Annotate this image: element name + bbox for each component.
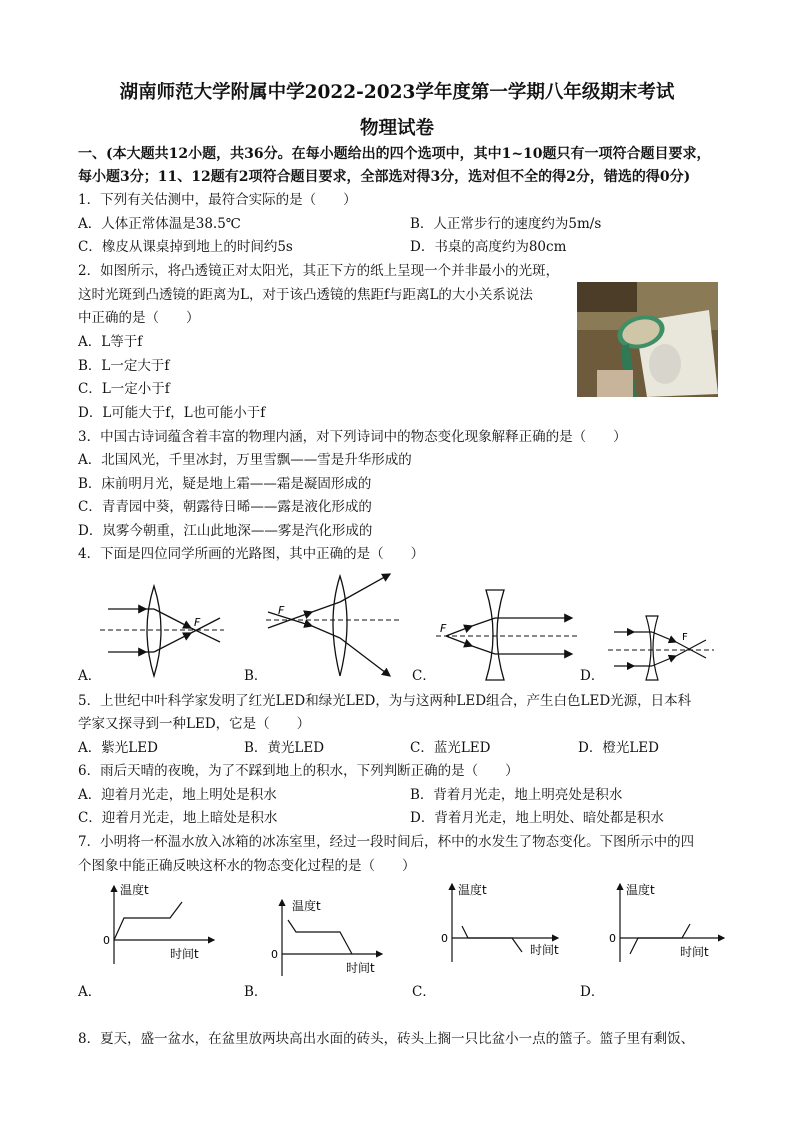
temp-graph-c (436, 880, 566, 964)
svg-text:F: F (278, 604, 285, 617)
q6-option-c: C．迎着月光走，地上暗处是积水 (78, 810, 278, 826)
q3-option-d: D．岚雾今朝重，江山此地深——雾是汽化形成的 (78, 523, 373, 539)
q2-stem-line3: 中正确的是（ ） (78, 310, 200, 326)
q3-option-c: C．青青园中葵，朝露待日晞——露是液化形成的 (78, 499, 372, 515)
svg-text:温度t: 温度t (120, 883, 149, 897)
q3-option-a: A．北国风光，千里冰封，万里雪飘——雪是升华形成的 (78, 452, 412, 468)
q4-option-a: A． (78, 668, 102, 684)
q5-option-b: B．黄光LED (244, 740, 325, 756)
q7-stem-line1: 7．小明将一杯温水放入冰箱的冰冻室里，经过一段时间后，杯中的水发生了物态变化。下图所示中的四 (78, 834, 695, 850)
temp-graph-a (98, 880, 218, 972)
q1-stem: 1．下列有关估测中，最符合实际的是（ ） (78, 192, 357, 208)
section-instructions-line1: 一、(本大题共12小题，共36分。在每小题给出的四个选项中，其中1~10题只有一项符合题目要求， (78, 146, 711, 162)
q6-stem: 6．雨后天晴的夜晚，为了不踩到地上的积水，下列判断正确的是（ ） (78, 763, 519, 779)
q2-stem-line2: 这时光斑到凸透镜的距离为L，对于该凸透镜的焦距f与距离L的大小关系说法 (78, 287, 533, 303)
svg-text:F: F (440, 622, 447, 635)
q2-option-b: B．L一定大于f (78, 358, 170, 374)
q3-option-b: B．床前明月光，疑是地上霜——霜是凝固形成的 (78, 476, 372, 492)
q1-option-a: A．人体正常体温是38.5℃ (78, 216, 241, 232)
q2-option-d: D．L可能大于f，L也可能小于f (78, 405, 266, 421)
q6-option-a: A．迎着月光走，地上明处是积水 (78, 787, 277, 803)
temp-graph-d (604, 880, 728, 964)
q2-option-a: A．L等于f (78, 334, 143, 350)
svg-text:0: 0 (103, 934, 110, 947)
q7-option-d: D． (580, 984, 605, 1000)
q4-stem: 4．下面是四位同学所画的光路图，其中正确的是（ ） (78, 546, 425, 562)
svg-text:时间t: 时间t (170, 947, 199, 961)
q7-option-c: C． (412, 984, 436, 1000)
section-instructions-line2: 每小题3分；11、12题有2项符合题目要求，全部选对得3分，选对但不全的得2分，错选的得0分) (78, 169, 691, 185)
svg-text:温度t: 温度t (458, 883, 487, 897)
q5-option-d: D．橙光LED (578, 740, 659, 756)
q5-option-c: C．蓝光LED (410, 740, 491, 756)
q5-stem-line1: 5．上世纪中叶科学家发明了红光LED和绿光LED，为与这两种LED组合，产生白色LED光源，日本科 (78, 693, 692, 709)
q1-option-b: B．人正常步行的速度约为5m/s (410, 216, 602, 232)
ray-diagram-d (606, 612, 716, 684)
q2-stem-line1: 2．如图所示，将凸透镜正对太阳光，其正下方的纸上呈现一个并非最小的光斑， (78, 263, 560, 279)
page-title: 湖南师范大学附属中学2022-2023学年度第一学期八年级期末考试 (119, 82, 675, 103)
q8-stem: 8．夏天，盛一盆水，在盆里放两块高出水面的砖头，砖头上搁一只比盆小一点的篮子。篮子里有剩饭、 (78, 1031, 695, 1047)
svg-text:时间t: 时间t (530, 943, 559, 957)
q7-stem-line2: 个图象中能正确反映这杯水的物态变化过程的是（ ） (78, 858, 416, 874)
q5-option-a: A．紫光LED (78, 740, 158, 756)
page-subtitle: 物理试卷 (359, 118, 434, 139)
q2-option-c: C．L一定小于f (78, 381, 170, 397)
q4-option-c: C． (412, 668, 436, 684)
q7-option-a: A． (78, 984, 102, 1000)
ray-diagram-b (262, 566, 402, 684)
svg-text:0: 0 (441, 932, 448, 945)
lens-photo (577, 282, 718, 397)
q4-option-b: B． (244, 668, 268, 684)
q3-stem: 3．中国古诗词蕴含着丰富的物理内涵，对下列诗词中的物态变化现象解释正确的是（ ） (78, 429, 627, 445)
q1-option-d: D．书桌的高度约为80cm (410, 239, 567, 255)
ray-diagram-c (432, 588, 580, 682)
q6-option-b: B．背着月光走，地上明亮处是积水 (410, 787, 623, 803)
svg-text:时间t: 时间t (346, 961, 375, 975)
q6-option-d: D．背着月光走，地上明处、暗处都是积水 (410, 810, 664, 826)
svg-text:F: F (194, 616, 201, 629)
q1-option-c: C．橡皮从课桌掉到地上的时间约5s (78, 239, 293, 255)
q7-option-b: B． (244, 984, 268, 1000)
q5-stem-line2: 学家又探寻到一种LED，它是（ ） (78, 716, 311, 732)
svg-text:0: 0 (271, 948, 278, 961)
q4-option-d: D． (580, 668, 605, 684)
svg-text:时间t: 时间t (680, 945, 709, 959)
svg-text:F: F (682, 632, 688, 643)
temp-graph-b (266, 898, 386, 978)
svg-text:0: 0 (609, 932, 616, 945)
ray-diagram-a (96, 582, 226, 680)
svg-text:温度t: 温度t (626, 883, 655, 897)
svg-text:温度t: 温度t (292, 899, 321, 913)
